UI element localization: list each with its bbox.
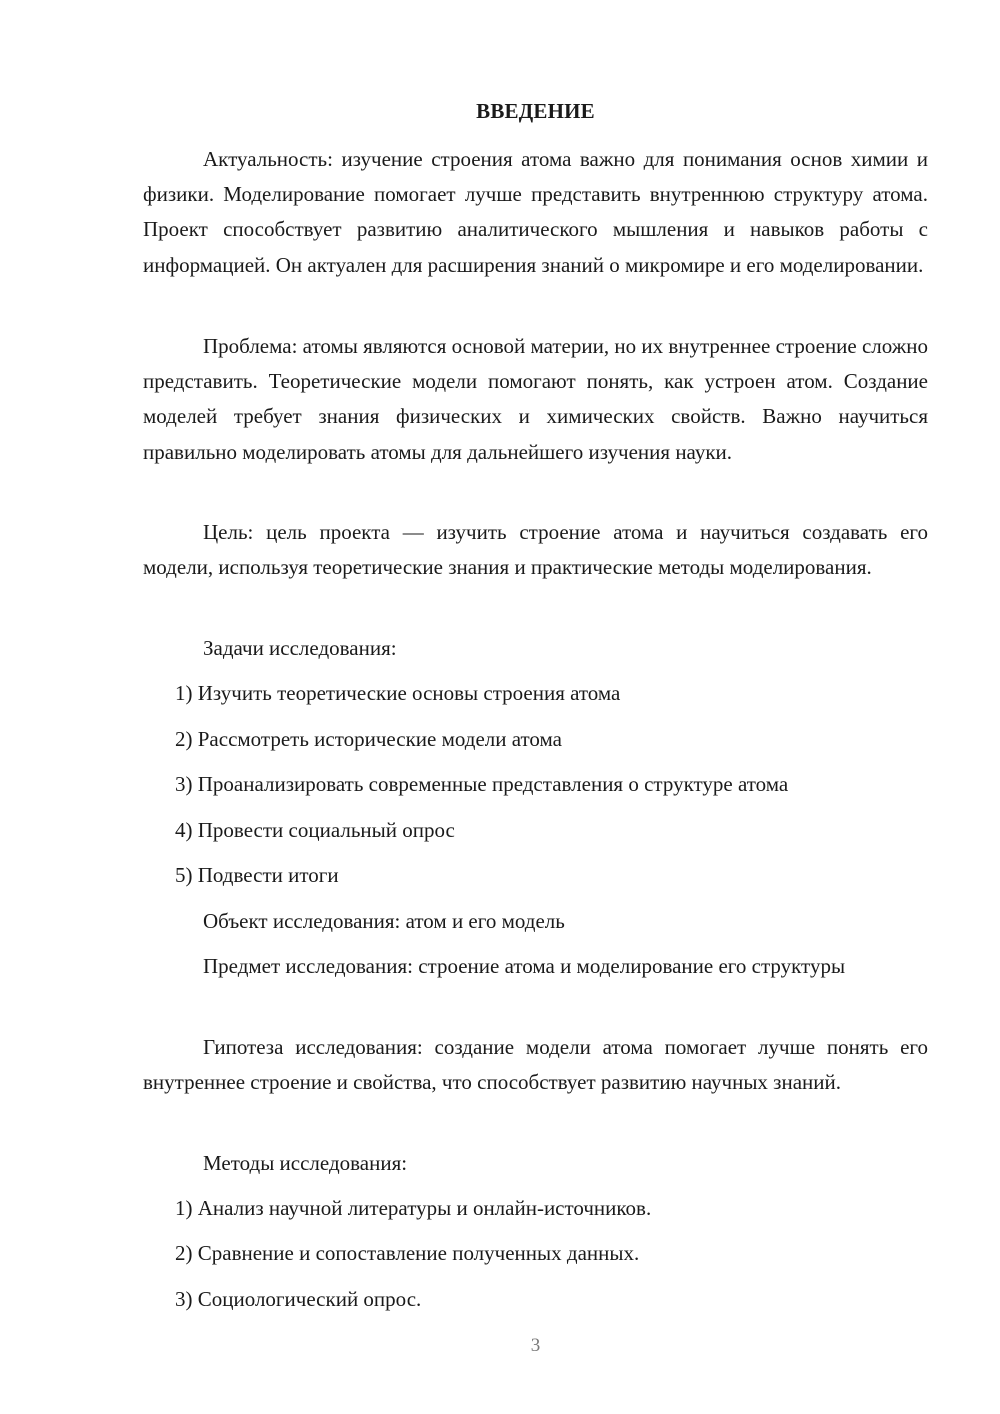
hypothesis-paragraph: Гипотеза исследования: создание модели атома помогает лучше понять его внутреннее строение и свойства, что способствует развитию научных знаний.: [143, 1035, 928, 1095]
document-page: [143, 0, 928, 1414]
task-item-4: 4) Провести социальный опрос: [175, 818, 455, 842]
problem-paragraph: Проблема: атомы являются основой материи, но их внутреннее строение сложно представить. Теоретические модели помогают понять, как устроен атом. Создание моделей требует знания физических и химических свойств. Важно научиться правильно моделировать атомы для дальнейшего изучения науки.: [143, 334, 929, 464]
page-number: 3: [530, 1335, 541, 1356]
method-item-2: 2) Сравнение и сопоставление полученных данных.: [175, 1241, 640, 1265]
task-item-5: 5) Подвести итоги: [175, 863, 339, 887]
relevance-paragraph: Актуальность: изучение строения атома важно для понимания основ химии и физики. Моделирование помогает лучше представить внутреннюю структуру атома. Проект способствует развитию аналитического мышления и навыков работы с информацией. Он актуален для расширения знаний о микромире и его моделировании.: [143, 147, 928, 277]
goal-paragraph: Цель: цель проекта — изучить строение атома и научиться создавать его модели, используя теоретические знания и практические методы моделирования.: [143, 520, 928, 580]
research-object: Объект исследования: атом и его модель: [203, 909, 565, 933]
methods-heading: Методы исследования:: [203, 1151, 408, 1175]
task-item-3: 3) Проанализировать современные представления о структуре атома: [175, 772, 789, 796]
tasks-heading: Задачи исследования:: [203, 636, 397, 660]
task-item-2: 2) Рассмотреть исторические модели атома: [175, 727, 562, 751]
method-item-1: 1) Анализ научной литературы и онлайн-источников.: [175, 1196, 652, 1220]
research-subject-paragraph: Предмет исследования: строение атома и моделирование его структуры: [203, 954, 846, 978]
method-item-3: 3) Социологический опрос.: [175, 1287, 422, 1311]
task-item-1: 1) Изучить теоретические основы строения атома: [175, 681, 621, 705]
page-title: ВВЕДЕНИЕ: [476, 99, 595, 123]
